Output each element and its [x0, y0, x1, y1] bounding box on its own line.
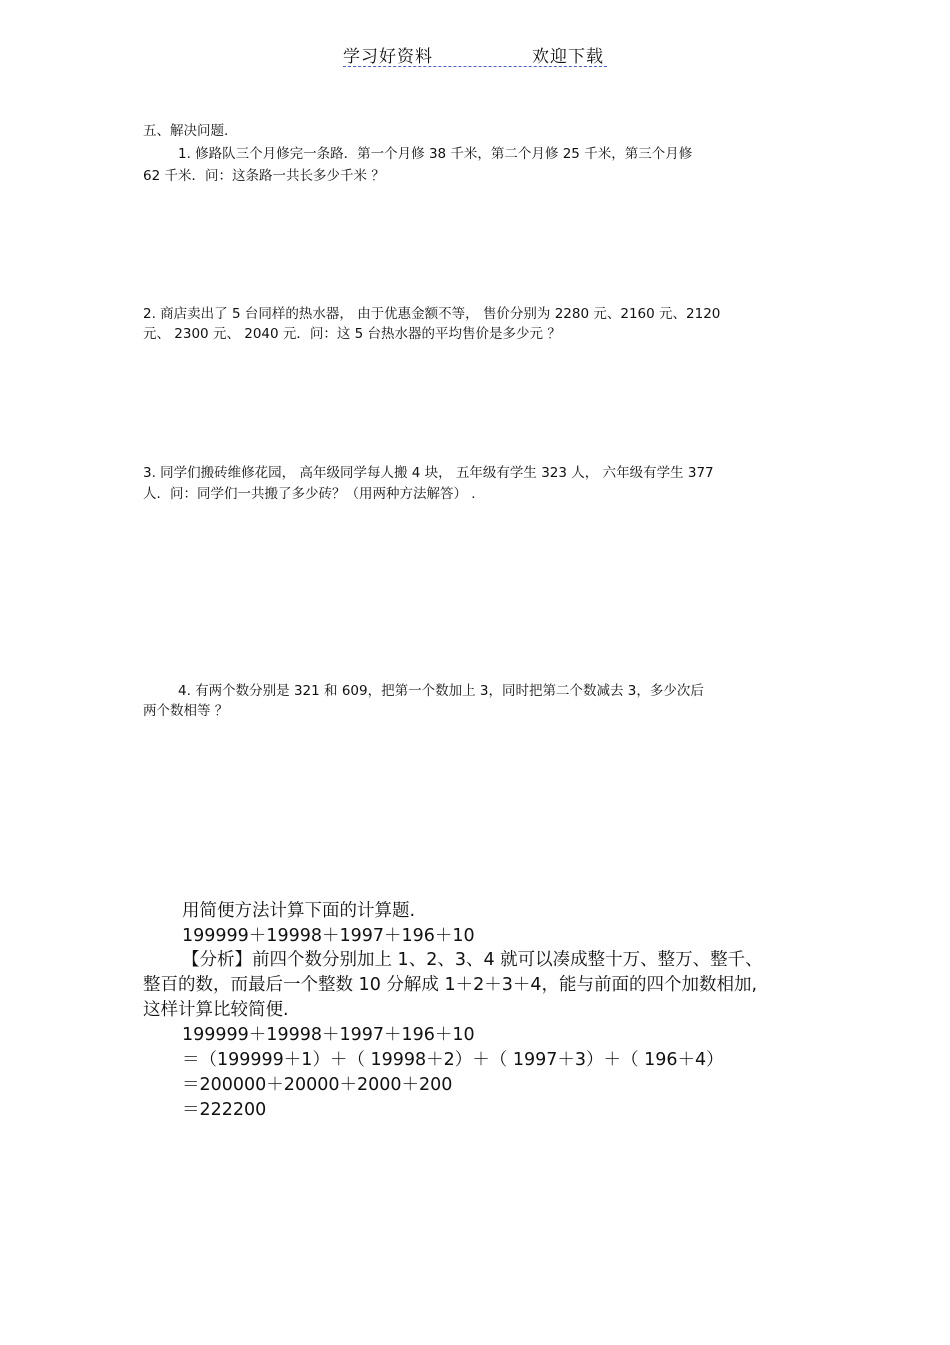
analysis-line-1: 【分析】前四个数分别加上 1、2、3、4 就可以凑成整十万、整万、整千、: [182, 950, 763, 970]
solution-step-1: 199999＋19998＋1997＋196＋10: [182, 1025, 475, 1045]
problem-3-line-1: 3. 同学们搬砖维修花园， 高年级同学每人搬 4 块， 五年级有学生 323 人， 六年级有学生 377: [143, 465, 714, 481]
solution-step-4: ＝222200: [182, 1100, 267, 1120]
analysis-line-3: 这样计算比较简便.: [143, 1000, 289, 1020]
problem-1-line-1: 1. 修路队三个月修完一条路．第一个月修 38 千米，第二个月修 25 千米，第三个月修: [178, 146, 693, 162]
example-title: 用简便方法计算下面的计算题.: [182, 901, 416, 921]
problem-3-line-2: 人．问：同学们一共搬了多少砖？（用两种方法解答） .: [143, 486, 476, 502]
problem-2-line-2: 元、 2300 元、 2040 元．问：这 5 台热水器的平均售价是多少元 ？: [143, 326, 561, 342]
problem-1-line-2: 62 千米．问：这条路一共长多少千米 ？: [143, 168, 385, 184]
analysis-line-2: 整百的数，而最后一个整数 10 分解成 1＋2＋3＋4，能与前面的四个加数相加,: [143, 975, 758, 995]
problem-4-line-1: 4. 有两个数分别是 321 和 609，把第一个数加上 3，同时把第二个数减去 3，多少次后: [178, 683, 704, 699]
page-header: [343, 40, 607, 67]
solution-step-3: ＝200000＋20000＋2000＋200: [182, 1075, 453, 1095]
solution-step-2: ＝（199999＋1）＋（ 19998＋2）＋（ 1997＋3）＋（ 196＋4）: [182, 1050, 724, 1070]
problem-2-line-1: 2. 商店卖出了 5 台同样的热水器， 由于优惠金额不等， 售价分别为 2280 元、2160 元、2120: [143, 306, 721, 322]
example-expression: 199999＋19998＋1997＋196＋10: [182, 926, 475, 946]
problem-4-line-2: 两个数相等 ？: [143, 703, 229, 719]
header-left-text: 学习好资料: [343, 47, 433, 67]
header-right-text: 欢迎下载: [532, 47, 604, 67]
section-title: 五、解决问题.: [143, 123, 229, 139]
